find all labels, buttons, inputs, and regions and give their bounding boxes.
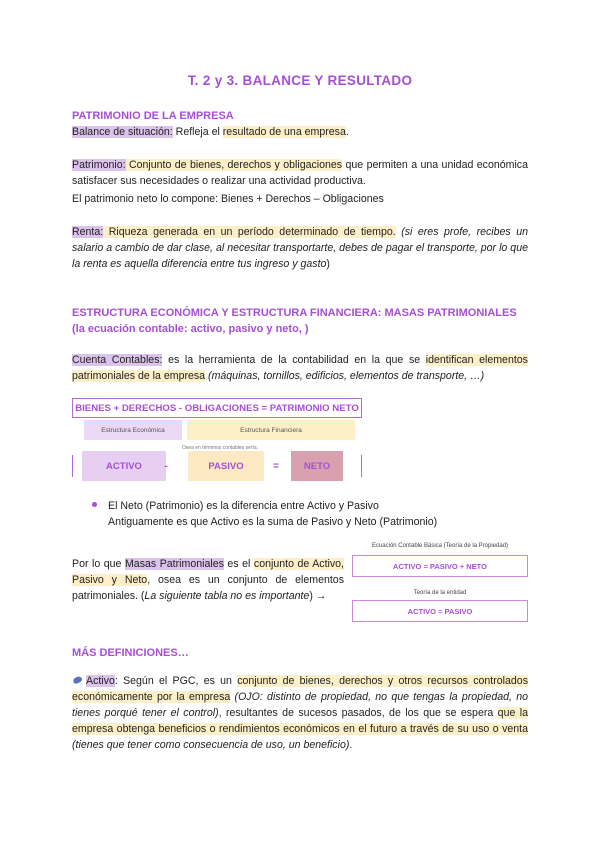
masas-highlight: conjunto de Activo, Pasivo y Neto	[72, 558, 344, 586]
patrimonio-text: que permiten a una unidad económica satisfacer sus necesidades o realizar una actividad productiva.	[72, 159, 528, 187]
cuenta-text: es la herramienta de la contabilidad en la que se	[162, 354, 426, 366]
activo-box: ACTIVO	[82, 451, 166, 481]
cuenta-term: Cuenta Contables:	[72, 354, 163, 366]
minus-sign: -	[164, 460, 168, 472]
masas-paragraph	[72, 556, 344, 604]
masas-text1: Por lo que	[72, 558, 125, 570]
cuenta-highlight: identifican elementos patrimoniales de la empresa	[72, 354, 528, 382]
section-heading-estructura: ESTRUCTURA ECONÓMICA Y ESTRUCTURA FINANCIERA: MASAS PATRIMONIALES	[72, 307, 517, 319]
activo-highlight1: conjunto de bienes, derechos y otros recursos controlados económicamente por la empresa	[72, 675, 529, 703]
estructura-financiera-box: Estructura Financiera	[187, 420, 355, 440]
activo-note2: (tienes que tener como consecuencia de uso, un beneficio)	[72, 739, 350, 751]
renta-highlight: Riqueza generada en un período determinado de tiempo.	[103, 226, 396, 238]
balance-text1: Refleja el	[172, 126, 223, 138]
renta-term: Renta:	[72, 226, 104, 238]
balance-highlight: resultado de una empresa	[222, 126, 346, 138]
patrimonio-paragraph	[72, 157, 528, 189]
side-box-2: ACTIVO = PASIVO	[352, 600, 528, 622]
activo-note: (OJO: distinto de propiedad, no que tengas la propiedad, no tienes porqué tener el control)	[72, 691, 528, 719]
activo-end: .	[349, 739, 353, 751]
renta-example: (si eres profe, recibes un salario a cambio de dar clase, al necesitar transportarte, debes de pagar el transporte, por lo que la renta es aquella diferencia entre tus ingreso y gasto	[72, 226, 528, 270]
page-title: T. 2 y 3. BALANCE Y RESULTADO	[187, 73, 413, 88]
activo-text1: : Según el PGC, es un	[114, 675, 238, 687]
bullet-line2: Antiguamente es que Activo es la suma de Pasivo y Neto (Patrimonio)	[108, 516, 438, 528]
estructura-economica-box: Estructura Económica	[84, 420, 182, 440]
equals-sign: =	[273, 460, 279, 472]
section-heading-patrimonio: PATRIMONIO DE LA EMPRESA	[72, 110, 234, 122]
masas-term: Masas Patrimoniales	[124, 558, 224, 570]
masas-text3: , osea es un conjunto de elementos patrimoniales. (	[72, 574, 344, 602]
activo-highlight2: que la empresa obtenga beneficios o rendimientos económicos en el futuro a través de su uso o venta	[72, 707, 528, 735]
activo-paragraph	[72, 673, 528, 753]
masas-note: La siguiente tabla no es importante	[144, 590, 310, 602]
activo-text2: , resultantes de sucesos pasados, de los que se espera	[218, 707, 498, 719]
side-label-1: Ecuación Contable Básica (Teoría de la Propiedad)	[371, 543, 509, 549]
pasivo-box: PASIVO	[188, 451, 264, 481]
bullet-line1: El Neto (Patrimonio) es la diferencia entre Activo y Pasivo	[108, 500, 379, 512]
cuenta-paragraph	[72, 352, 528, 384]
section-subheading-ecuacion: (la ecuación contable: activo, pasivo y neto, )	[72, 323, 309, 335]
neto-box: NETO	[291, 451, 343, 481]
section-heading-definiciones: MÁS DEFINICIONES…	[72, 647, 189, 659]
side-label-2: Teoría de la entidad	[413, 590, 467, 596]
cuenta-example: (máquinas, tornillos, edificios, elementos de transporte, …)	[205, 370, 485, 382]
patrimonio-term: Patrimonio:	[72, 159, 126, 171]
masas-text2: es el	[223, 558, 254, 570]
bullet-dot	[92, 498, 100, 506]
diagram-caption: Osea en términos contables sería.	[181, 445, 259, 451]
activo-term: Activo	[86, 675, 115, 687]
patrimonio-highlight: Conjunto de bienes, derechos y obligaciones	[125, 159, 343, 171]
balance-paragraph	[72, 124, 528, 140]
renta-paragraph	[72, 224, 528, 272]
balance-term: Balance de situación:	[72, 126, 173, 138]
equation-box: BIENES + DERECHOS - OBLIGACIONES = PATRIMONIO NETO	[72, 398, 362, 418]
pushpin-icon	[72, 675, 84, 685]
neto-line: El patrimonio neto lo compone: Bienes + Derechos – Obligaciones	[72, 193, 384, 205]
side-box-1: ACTIVO = PASIVO + NETO	[352, 555, 528, 577]
balance-text2: .	[345, 126, 349, 138]
renta-close: )	[326, 258, 330, 270]
masas-text4: ) →	[309, 590, 327, 602]
